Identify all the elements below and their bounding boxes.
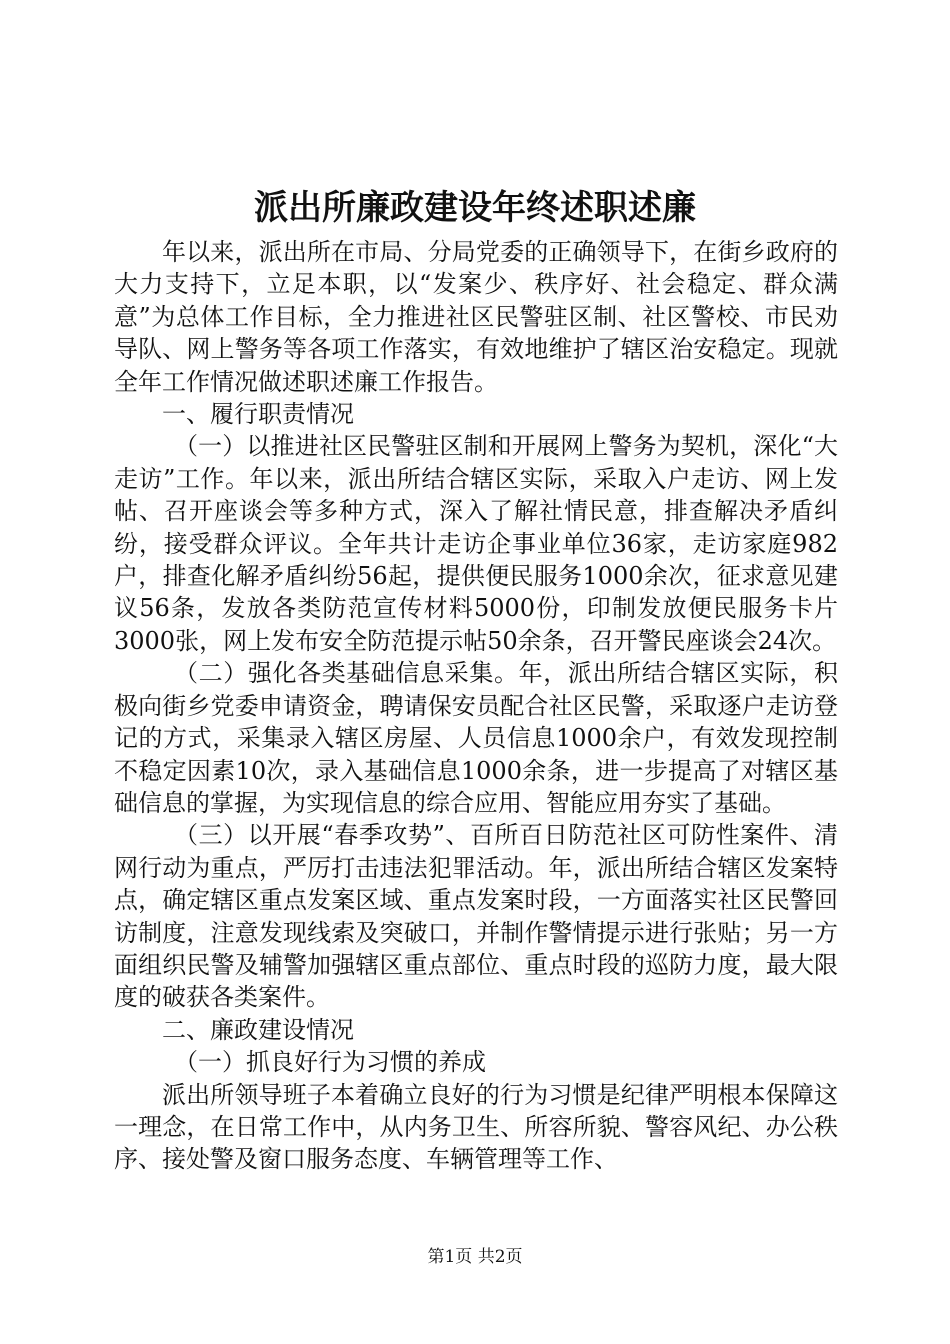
integrity-item-1-paragraph: 派出所领导班子本着确立良好的行为习惯是纪律严明根本保障这一理念，在日常工作中，从内务卫生、所容所貌、警容风纪、办公秩序、接处警及窗口服务态度、车辆管理等工作、 [114,1080,838,1174]
integrity-subheading-1: （一）抓良好行为习惯的养成 [174,1048,486,1077]
document-title: 派出所廉政建设年终述职述廉 [254,188,696,228]
duties-item-3-paragraph: （三）以开展“春季攻势”、百所百日防范社区可防性案件、清网行动为重点，严厉打击违法犯罪活动。年，派出所结合辖区发案特点，确定辖区重点发案区域、重点发案时段，一方面落实社区民警回访制度，注意发现线索及突破口，并制作警情提示进行张贴；另一方面组织民警及辅警加强辖区重点部位、重点时段的巡防力度，最大限度的破获各类案件。 [114,821,838,1012]
duties-item-2-paragraph: （二）强化各类基础信息采集。年，派出所结合辖区实际，积极向街乡党委申请资金，聘请保安员配合社区民警，采取逐户走访登记的方式，采集录入辖区房屋、人员信息1000余户，有效发现控制不稳定因素10次，录入基础信息1000余条，进一步提高了对辖区基础信息的掌握，为实现信息的综合应用、智能应用夯实了基础。 [114,659,838,817]
document-body [114,236,838,1176]
intro-paragraph: 年以来，派出所在市局、分局党委的正确领导下，在街乡政府的大力支持下，立足本职，以“发案少、秩序好、社会稳定、群众满意”为总体工作目标，全力推进社区民警驻区制、社区警校、市民劝导队、网上警务等各项工作落实，有效地维护了辖区治安稳定。现就全年工作情况做述职述廉工作报告。 [114,238,838,396]
page-number-footer: 第1页 共2页 [427,1247,523,1267]
section-heading-integrity: 二、廉政建设情况 [162,1015,354,1044]
duties-item-1-paragraph: （一）以推进社区民警驻区制和开展网上警务为契机，深化“大走访”工作。年以来，派出所结合辖区实际，采取入户走访、网上发帖、召开座谈会等多种方式，深入了解社情民意，排查解决矛盾纠纷，接受群众评议。全年共计走访企事业单位36家，走访家庭982户，排查化解矛盾纠纷56起，提供便民服务1000余次，征求意见建议56条，发放各类防范宣传材料5000份，印制发放便民服务卡片3000张，网上发布安全防范提示帖50余条，召开警民座谈会24次。 [114,432,838,655]
section-heading-duties: 一、履行职责情况 [162,400,354,429]
